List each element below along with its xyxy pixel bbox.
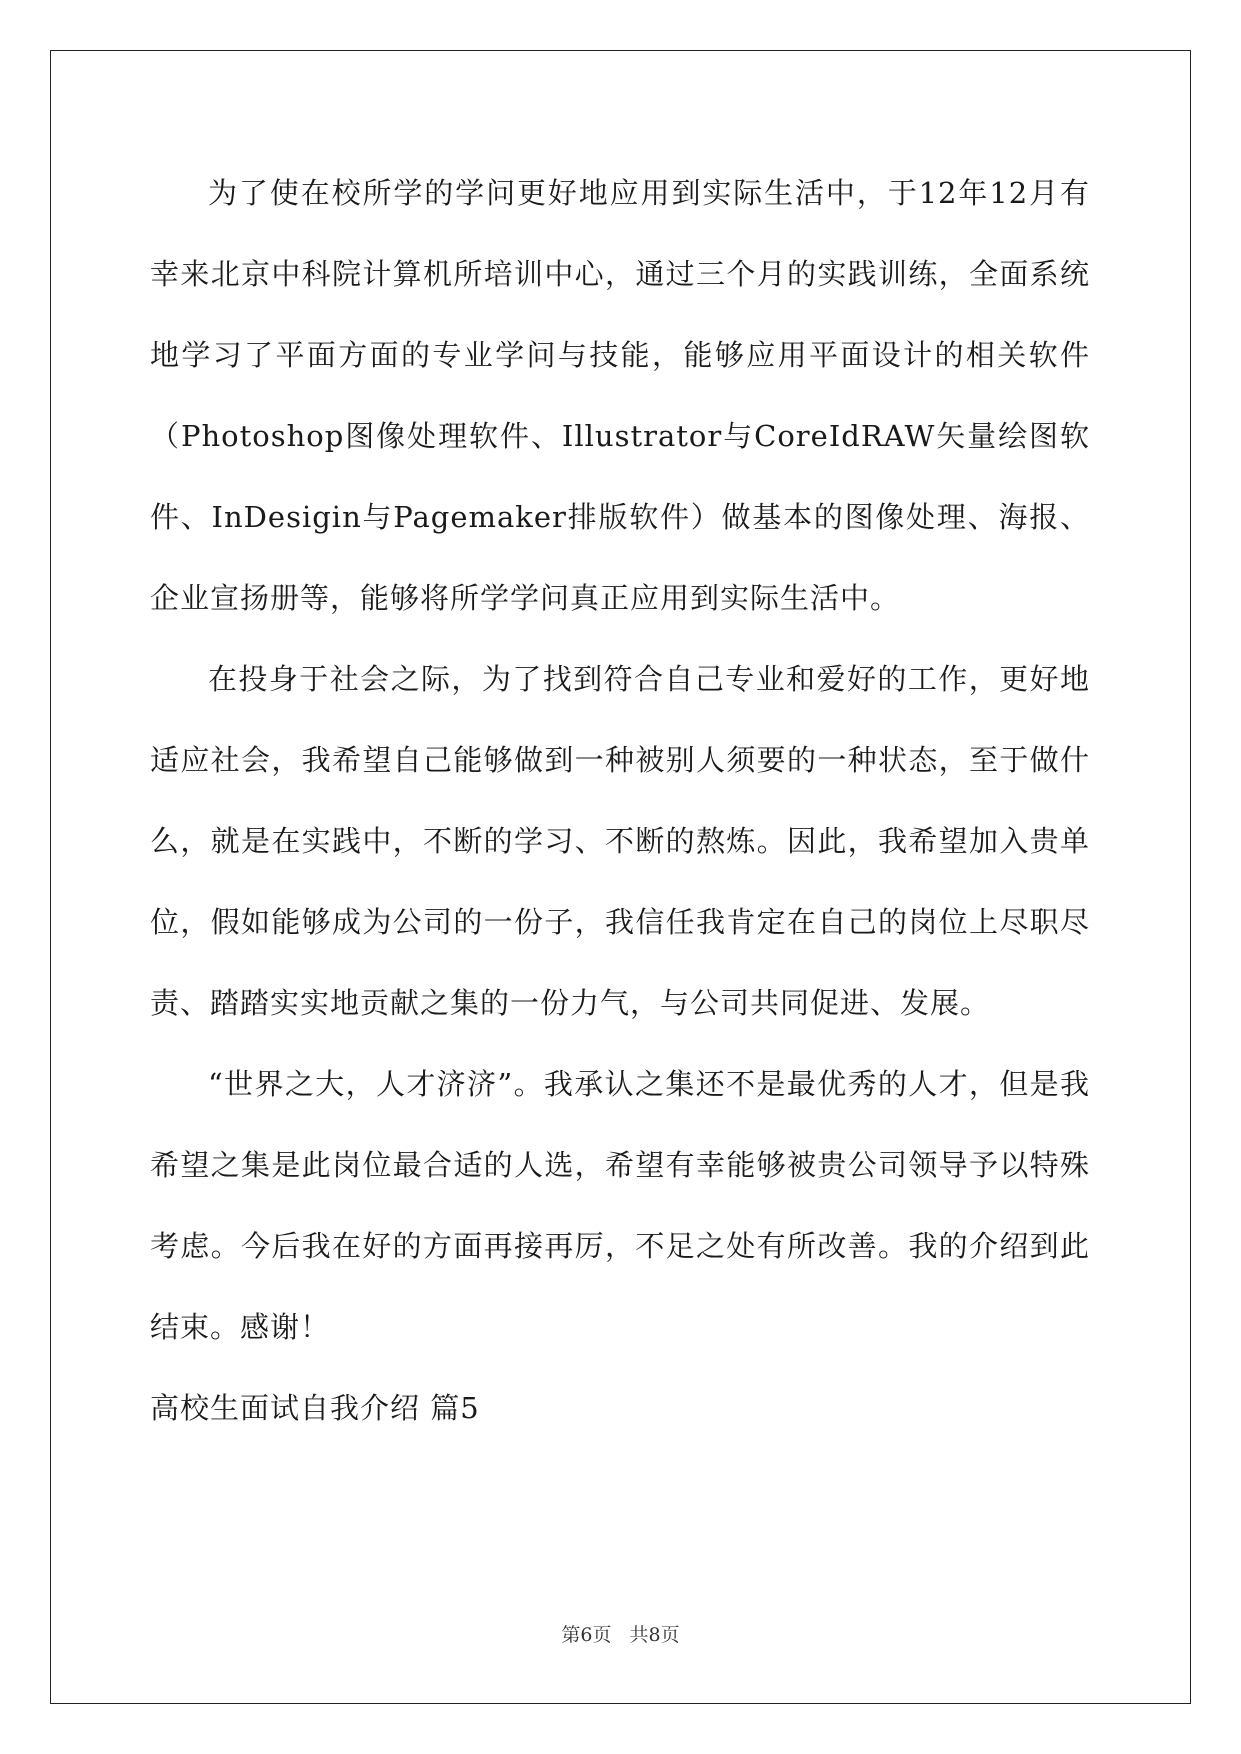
document-body — [150, 153, 1090, 1449]
total-pages: 共8页 — [629, 1624, 680, 1646]
paragraph-3: “世界之大，人才济济”。我承认之集还不是最优秀的人才，但是我希望之集是此岗位最合适的人选，希望有幸能够被贵公司领导予以特殊考虑。今后我在好的方面再接再厉，不足之处有所改善。我的介绍到此结束。感谢！ — [150, 1067, 1090, 1344]
current-page-number: 第6页 — [561, 1624, 612, 1646]
section-heading: 高校生面试自我介绍 篇5 — [150, 1391, 480, 1425]
page-footer — [0, 1620, 1241, 1647]
paragraph-1: 为了使在校所学的学问更好地应用到实际生活中，于12年12月有幸来北京中科院计算机所培训中心，通过三个月的实践训练，全面系统地学习了平面方面的专业学问与技能，能够应用平面设计的相关软件（Photoshop图像处理软件、Illustrator与CoreIdRAW矢量绘图软件、InDesigin与Pagemaker排版软件）做基本的图像处理、海报、企业宣扬册等，能够将所学学问真正应用到实际生活中。 — [150, 176, 1090, 615]
paragraph-2: 在投身于社会之际，为了找到符合自己专业和爱好的工作，更好地适应社会，我希望自己能够做到一种被别人须要的一种状态，至于做什么，就是在实践中，不断的学习、不断的熬炼。因此，我希望加入贵单位，假如能够成为公司的一份子，我信任我肯定在自己的岗位上尽职尽责、踏踏实实地贡献之集的一份力气，与公司共同促进、发展。 — [150, 662, 1090, 1020]
